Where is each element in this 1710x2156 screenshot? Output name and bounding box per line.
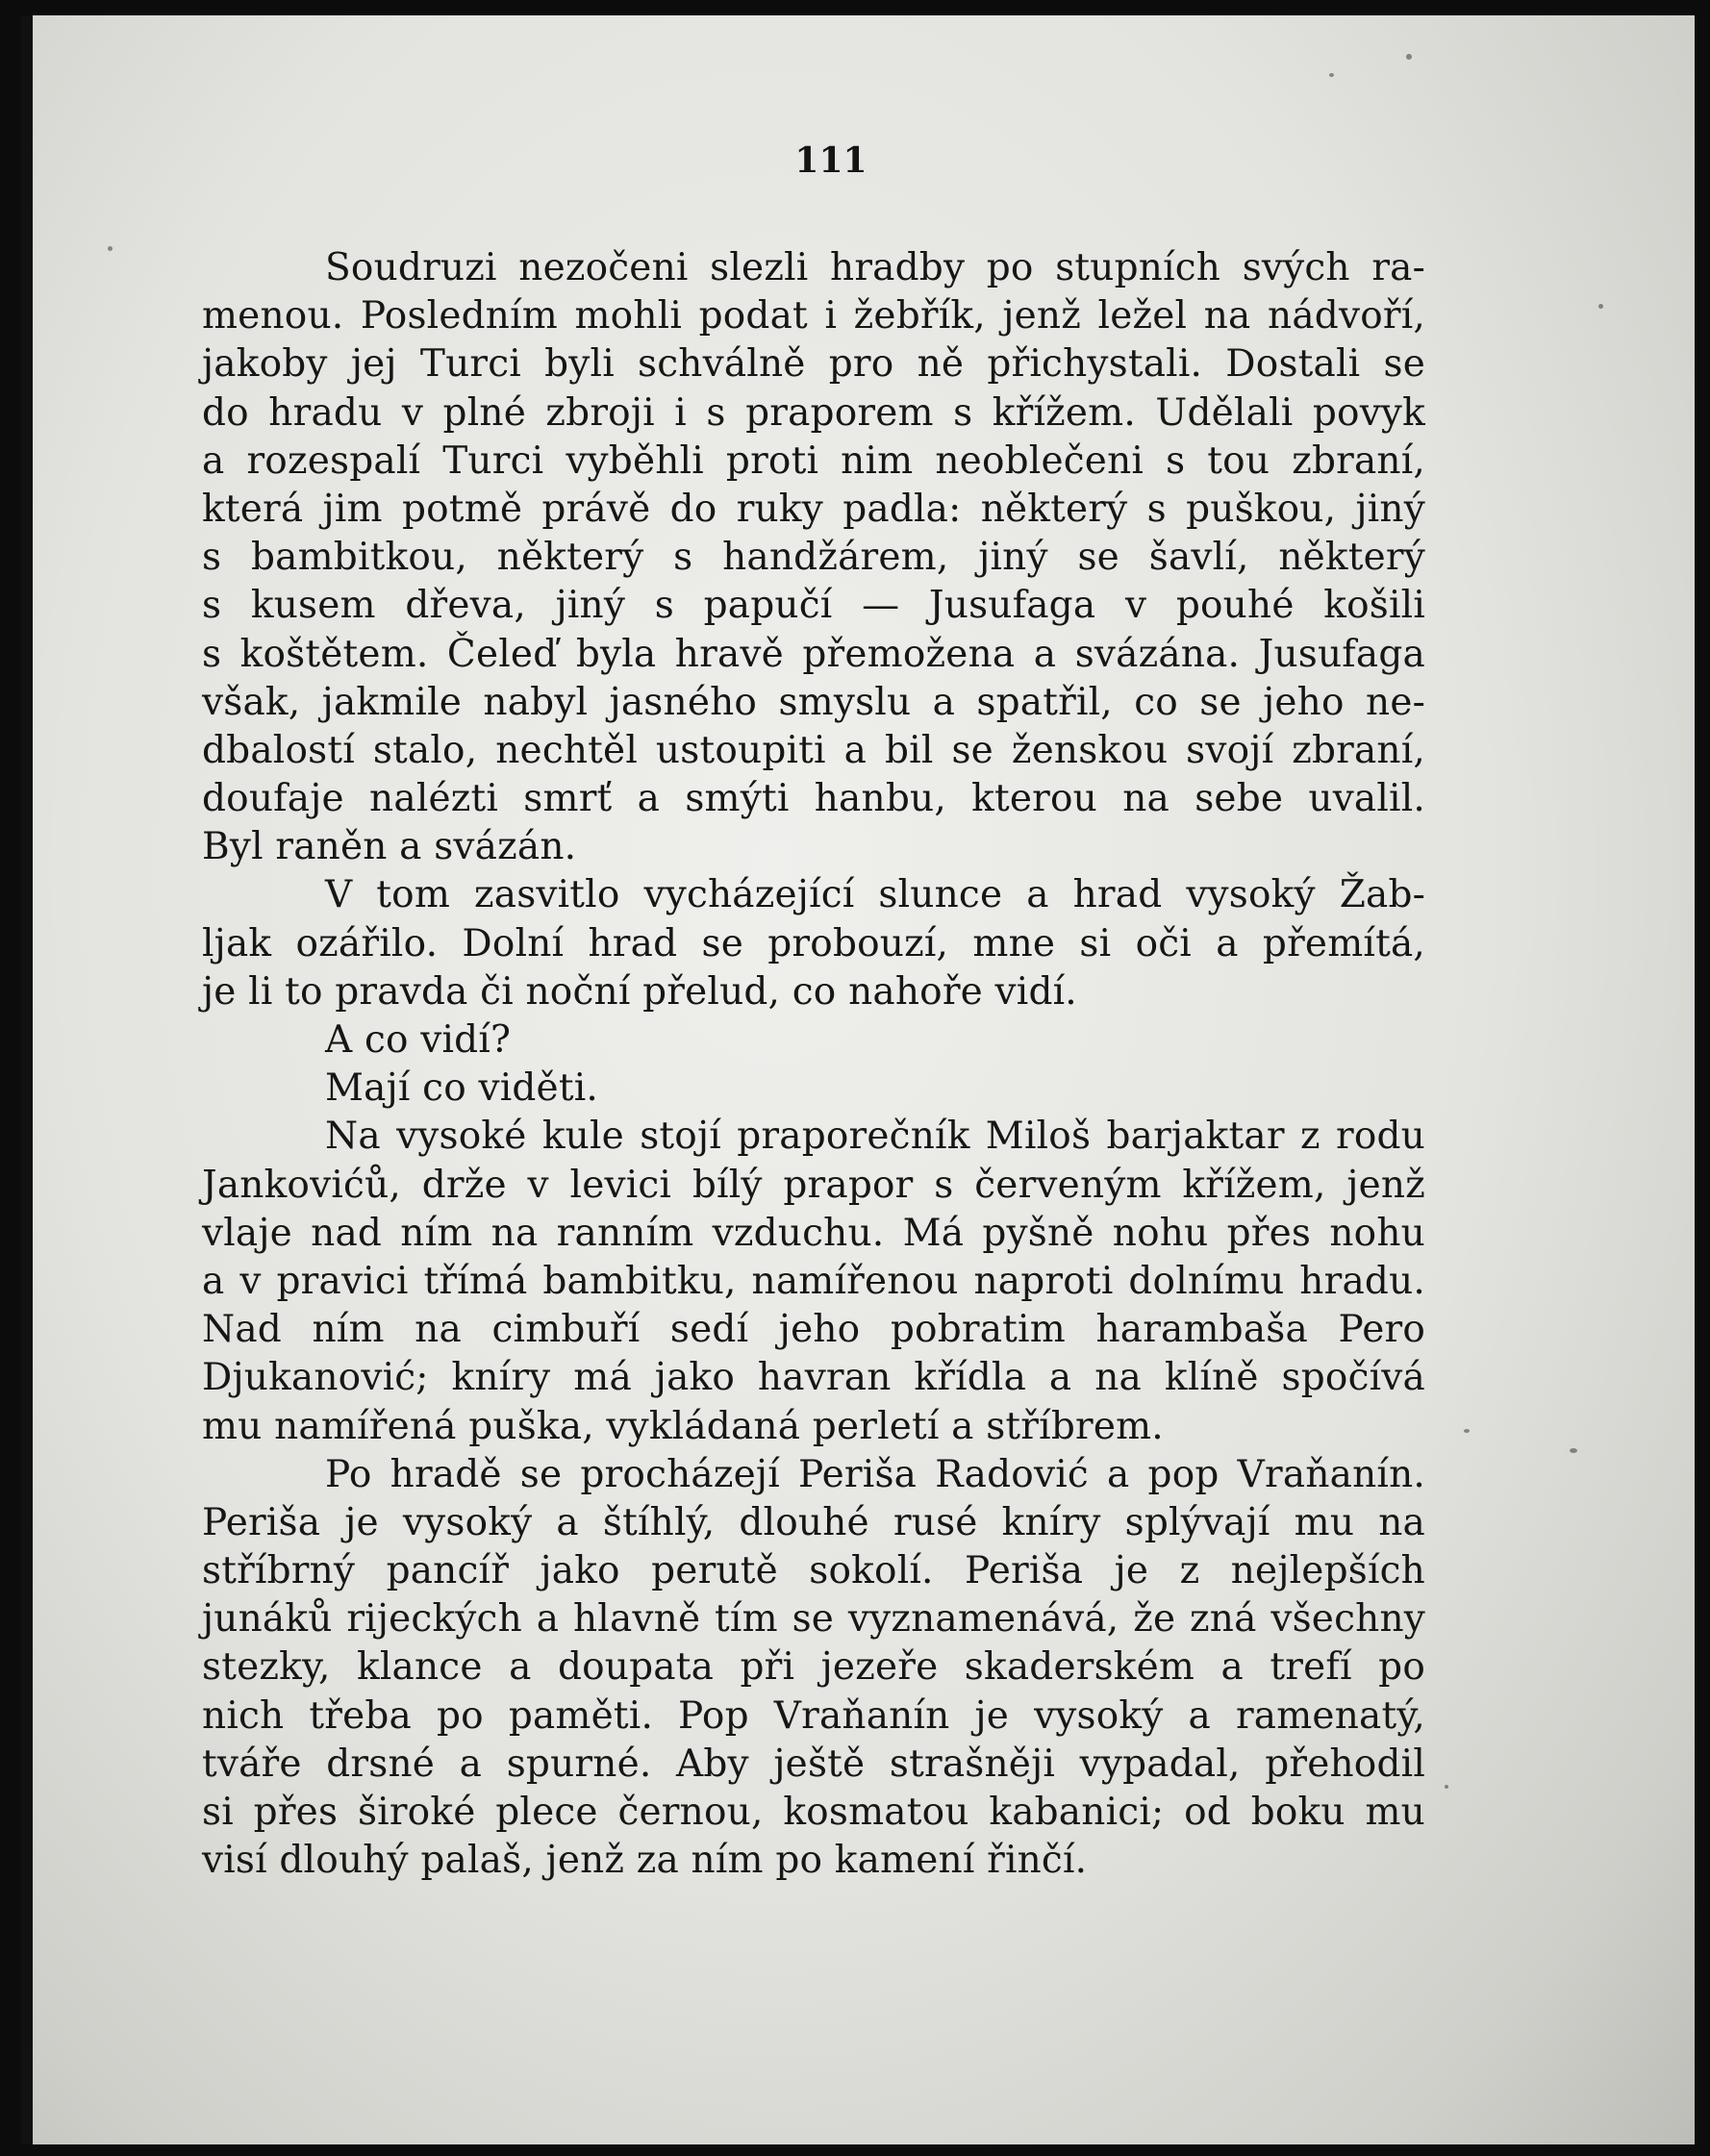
paper-speck	[1329, 73, 1334, 77]
text-line: A co vidí?	[325, 1018, 512, 1062]
text-line: ljak ozářilo. Dolní hrad se probouzí, mne si oči a přemítá,	[202, 921, 1425, 965]
text-line: dbalostí stalo, nechtěl ustoupiti a bil se ženskou svojí zbraní,	[202, 728, 1425, 772]
page-number: 111	[794, 140, 868, 181]
paper-speck	[1598, 304, 1603, 309]
page-edge-shadow	[21, 15, 33, 2144]
book-page	[21, 15, 1695, 2144]
paper-speck	[108, 246, 113, 251]
text-line: mu namířená puška, vykládaná perletí a stříbrem.	[202, 1404, 1164, 1448]
text-line: která jim potmě právě do ruky padla: některý s puškou, jiný	[202, 487, 1425, 531]
text-line: menou. Posledním mohli podat i žebřík, jenž ležel na nádvoří,	[202, 294, 1425, 338]
text-line: však, jakmile nabyl jasného smyslu a spatřil, co se jeho ne-	[202, 680, 1425, 724]
text-line: Nad ním na cimbuří sedí jeho pobratim harambaša Pero	[202, 1308, 1425, 1352]
text-line: Byl raněn a svázán.	[202, 825, 577, 869]
paper-speck	[1406, 54, 1412, 60]
text-line: visí dlouhý palaš, jenž za ním po kamení řinčí.	[202, 1839, 1088, 1883]
text-line: doufaje nalézti smrť a smýti hanbu, kterou na sebe uvalil.	[202, 777, 1425, 821]
text-line: je li to pravda či noční přelud, co nahoře vidí.	[202, 969, 1077, 1014]
text-line: Jankovićů, drže v levici bílý prapor s červeným křížem, jenž	[202, 1163, 1425, 1207]
text-line: nich třeba po paměti. Pop Vraňanín je vysoký a ramenatý,	[202, 1693, 1425, 1738]
text-line: V tom zasvitlo vycházející slunce a hrad vysoký Žab-	[325, 873, 1425, 917]
body-text	[202, 244, 1425, 1885]
text-line: junáků rijeckých a hlavně tím se vyznamenává, že zná všechny	[202, 1597, 1425, 1642]
text-line: a v pravici třímá bambitku, namířenou naproti dolnímu hradu.	[202, 1259, 1425, 1303]
text-line: do hradu v plné zbroji i s praporem s křížem. Udělali povyk	[202, 390, 1425, 435]
text-line: Periša je vysoký a štíhlý, dlouhé rusé kníry splývají mu na	[202, 1500, 1425, 1544]
text-line: a rozespalí Turci vyběhli proti nim neoblečeni s tou zbraní,	[202, 439, 1425, 483]
text-line: s bambitkou, některý s handžárem, jiný se šavlí, některý	[202, 536, 1425, 580]
text-line: stříbrný pancíř jako perutě sokolí. Periša je z nejlepších	[202, 1549, 1425, 1593]
paper-speck	[1464, 1429, 1470, 1433]
text-line: jakoby jej Turci byli schválně pro ně přichystali. Dostali se	[202, 342, 1425, 387]
text-line: si přes široké plece černou, kosmatou kabanici; od boku mu	[202, 1791, 1425, 1834]
text-line: Soudruzi nezočeni slezli hradby po stupních svých ra-	[325, 246, 1425, 289]
text-line: s koštětem. Čeleď byla hravě přemožena a svázána. Jusufaga	[202, 632, 1425, 676]
paper-speck	[1445, 1785, 1448, 1789]
paper-speck	[1570, 1448, 1577, 1453]
text-line: stezky, klance a doupata při jezeře skaderském a trefí po	[202, 1645, 1425, 1690]
text-line: s kusem dřeva, jiný s papučí — Jusufaga v pouhé košili	[202, 584, 1425, 628]
text-line: Djukanović; kníry má jako havran křídla a na klíně spočívá	[202, 1356, 1425, 1400]
text-line: Na vysoké kule stojí praporečník Miloš barjaktar z rodu	[325, 1115, 1425, 1159]
text-line: Po hradě se procházejí Periša Radović a pop Vraňanín.	[325, 1452, 1425, 1496]
text-line: tváře drsné a spurné. Aby ještě strašněji vypadal, přehodil	[202, 1742, 1425, 1786]
text-line: vlaje nad ním na ranním vzduchu. Má pyšně nohu přes nohu	[202, 1211, 1425, 1255]
text-line: Mají co viděti.	[325, 1066, 598, 1111]
